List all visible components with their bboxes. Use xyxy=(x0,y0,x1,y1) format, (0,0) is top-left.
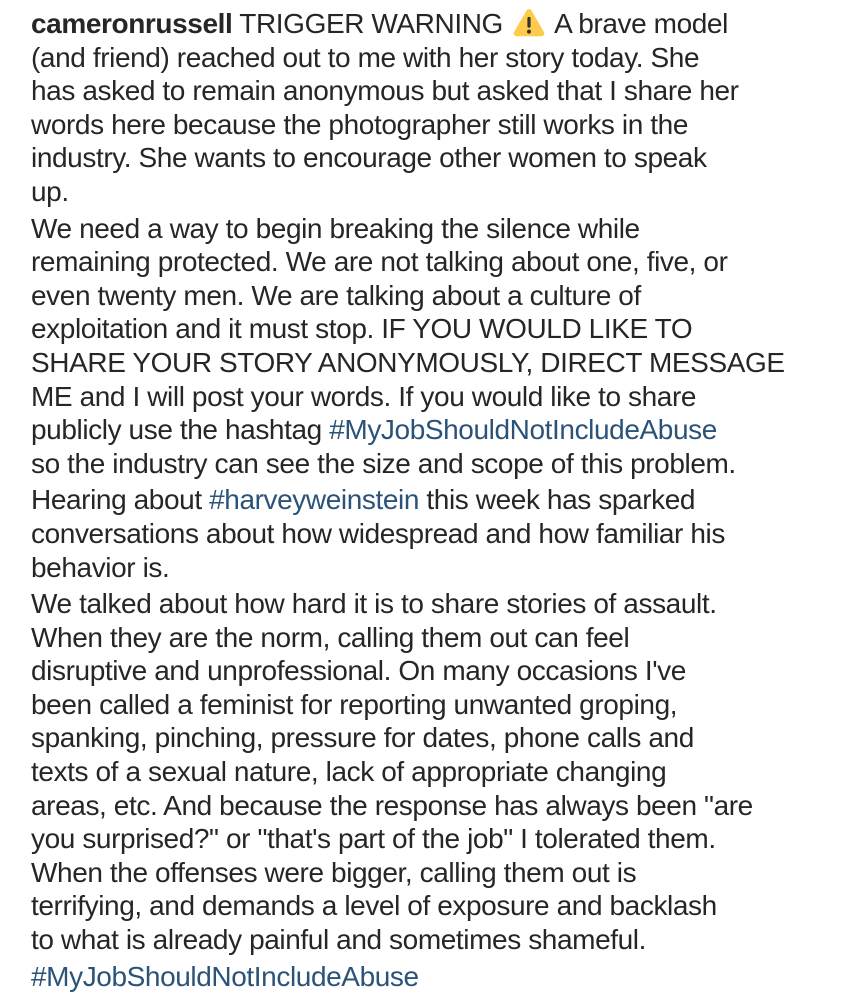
caption-line xyxy=(31,413,828,447)
caption-line xyxy=(31,721,828,755)
hashtag-link[interactable]: #MyJobShouldNotIncludeAbuse xyxy=(31,960,419,992)
caption-text: We talked about how hard it is to share stories of assault. xyxy=(31,588,717,620)
caption-line xyxy=(31,245,828,279)
caption-text: ME and I will post your words. If you would like to share xyxy=(31,380,697,412)
caption-paragraph xyxy=(31,587,828,957)
caption-text: spanking, pinching, pressure for dates, phone calls and xyxy=(31,722,694,754)
caption-text: so the industry can see the size and scope of this problem. xyxy=(31,447,736,479)
caption-text: words here because the photographer still works in the xyxy=(31,108,689,140)
caption-text: SHARE YOUR STORY ANONYMOUSLY, DIRECT MESSAGE xyxy=(31,346,785,378)
caption-line xyxy=(31,447,828,481)
caption-paragraph xyxy=(31,212,828,481)
caption-text: terrifying, and demands a level of exposure and backlash xyxy=(31,890,717,922)
caption-line xyxy=(31,822,828,856)
caption-line xyxy=(31,923,828,957)
caption-text: remaining protected. We are not talking about one, five, or xyxy=(31,246,728,278)
caption-line xyxy=(31,483,828,517)
caption-line xyxy=(31,789,828,823)
caption-text: up. xyxy=(31,175,69,207)
caption-text: texts of a sexual nature, lack of appropriate changing xyxy=(31,756,667,788)
caption-text: A brave model xyxy=(548,8,728,39)
caption-line xyxy=(31,7,828,41)
caption-text: When they are the norm, calling them out can feel xyxy=(31,621,630,653)
caption-text: conversations about how widespread and how familiar his xyxy=(31,517,725,549)
caption-text: to what is already painful and sometimes shameful. xyxy=(31,924,646,956)
caption-text: TRIGGER WARNING xyxy=(232,8,511,39)
caption-line xyxy=(31,856,828,890)
caption-line xyxy=(31,141,828,175)
hashtag-link[interactable]: #MyJobShouldNotIncludeAbuse xyxy=(329,414,717,446)
caption-line xyxy=(31,380,828,414)
caption-line xyxy=(31,346,828,380)
caption-line xyxy=(31,175,828,209)
caption-line xyxy=(31,688,828,722)
caption-line xyxy=(31,74,828,108)
caption-paragraph xyxy=(31,7,828,209)
caption-paragraph xyxy=(31,483,828,584)
hashtag-link[interactable]: #harveyweinstein xyxy=(209,484,420,516)
caption-line xyxy=(31,654,828,688)
username-link[interactable]: cameronrussell xyxy=(31,8,233,39)
caption-text: this week has sparked xyxy=(419,484,696,516)
caption-text: When the offenses were bigger, calling them out is xyxy=(31,856,637,888)
warning-icon xyxy=(512,7,546,38)
caption-text: behavior is. xyxy=(31,551,170,583)
caption-text: even twenty men. We are talking about a culture of xyxy=(31,279,641,311)
caption-line xyxy=(31,41,828,75)
caption-text: been called a feminist for reporting unwanted groping, xyxy=(31,688,678,720)
caption-line xyxy=(31,312,828,346)
caption-line xyxy=(31,517,828,551)
caption-line xyxy=(31,212,828,246)
caption-text: We need a way to begin breaking the silence while xyxy=(31,212,640,244)
caption-text: has asked to remain anonymous but asked that I share her xyxy=(31,75,739,107)
caption-text: industry. She wants to encourage other women to speak xyxy=(31,142,707,174)
caption-text: you surprised?" or "that's part of the job" I tolerated them. xyxy=(31,823,716,855)
caption-text: disruptive and unprofessional. On many occasions I've xyxy=(31,655,686,687)
caption-text: (and friend) reached out to me with her story today. She xyxy=(31,41,700,73)
caption-line xyxy=(31,587,828,621)
caption-line xyxy=(31,960,828,994)
caption-line xyxy=(31,551,828,585)
caption-text: exploitation and it must stop. IF YOU WOULD LIKE TO xyxy=(31,313,693,345)
caption-line xyxy=(31,279,828,313)
caption-text: publicly use the hashtag xyxy=(31,414,330,446)
caption-line xyxy=(31,108,828,142)
caption-line xyxy=(31,889,828,923)
caption-text: areas, etc. And because the response has always been "are xyxy=(31,789,753,821)
caption-paragraph xyxy=(31,960,828,994)
caption-line xyxy=(31,621,828,655)
caption-line xyxy=(31,755,828,789)
caption-text: Hearing about xyxy=(31,484,210,516)
